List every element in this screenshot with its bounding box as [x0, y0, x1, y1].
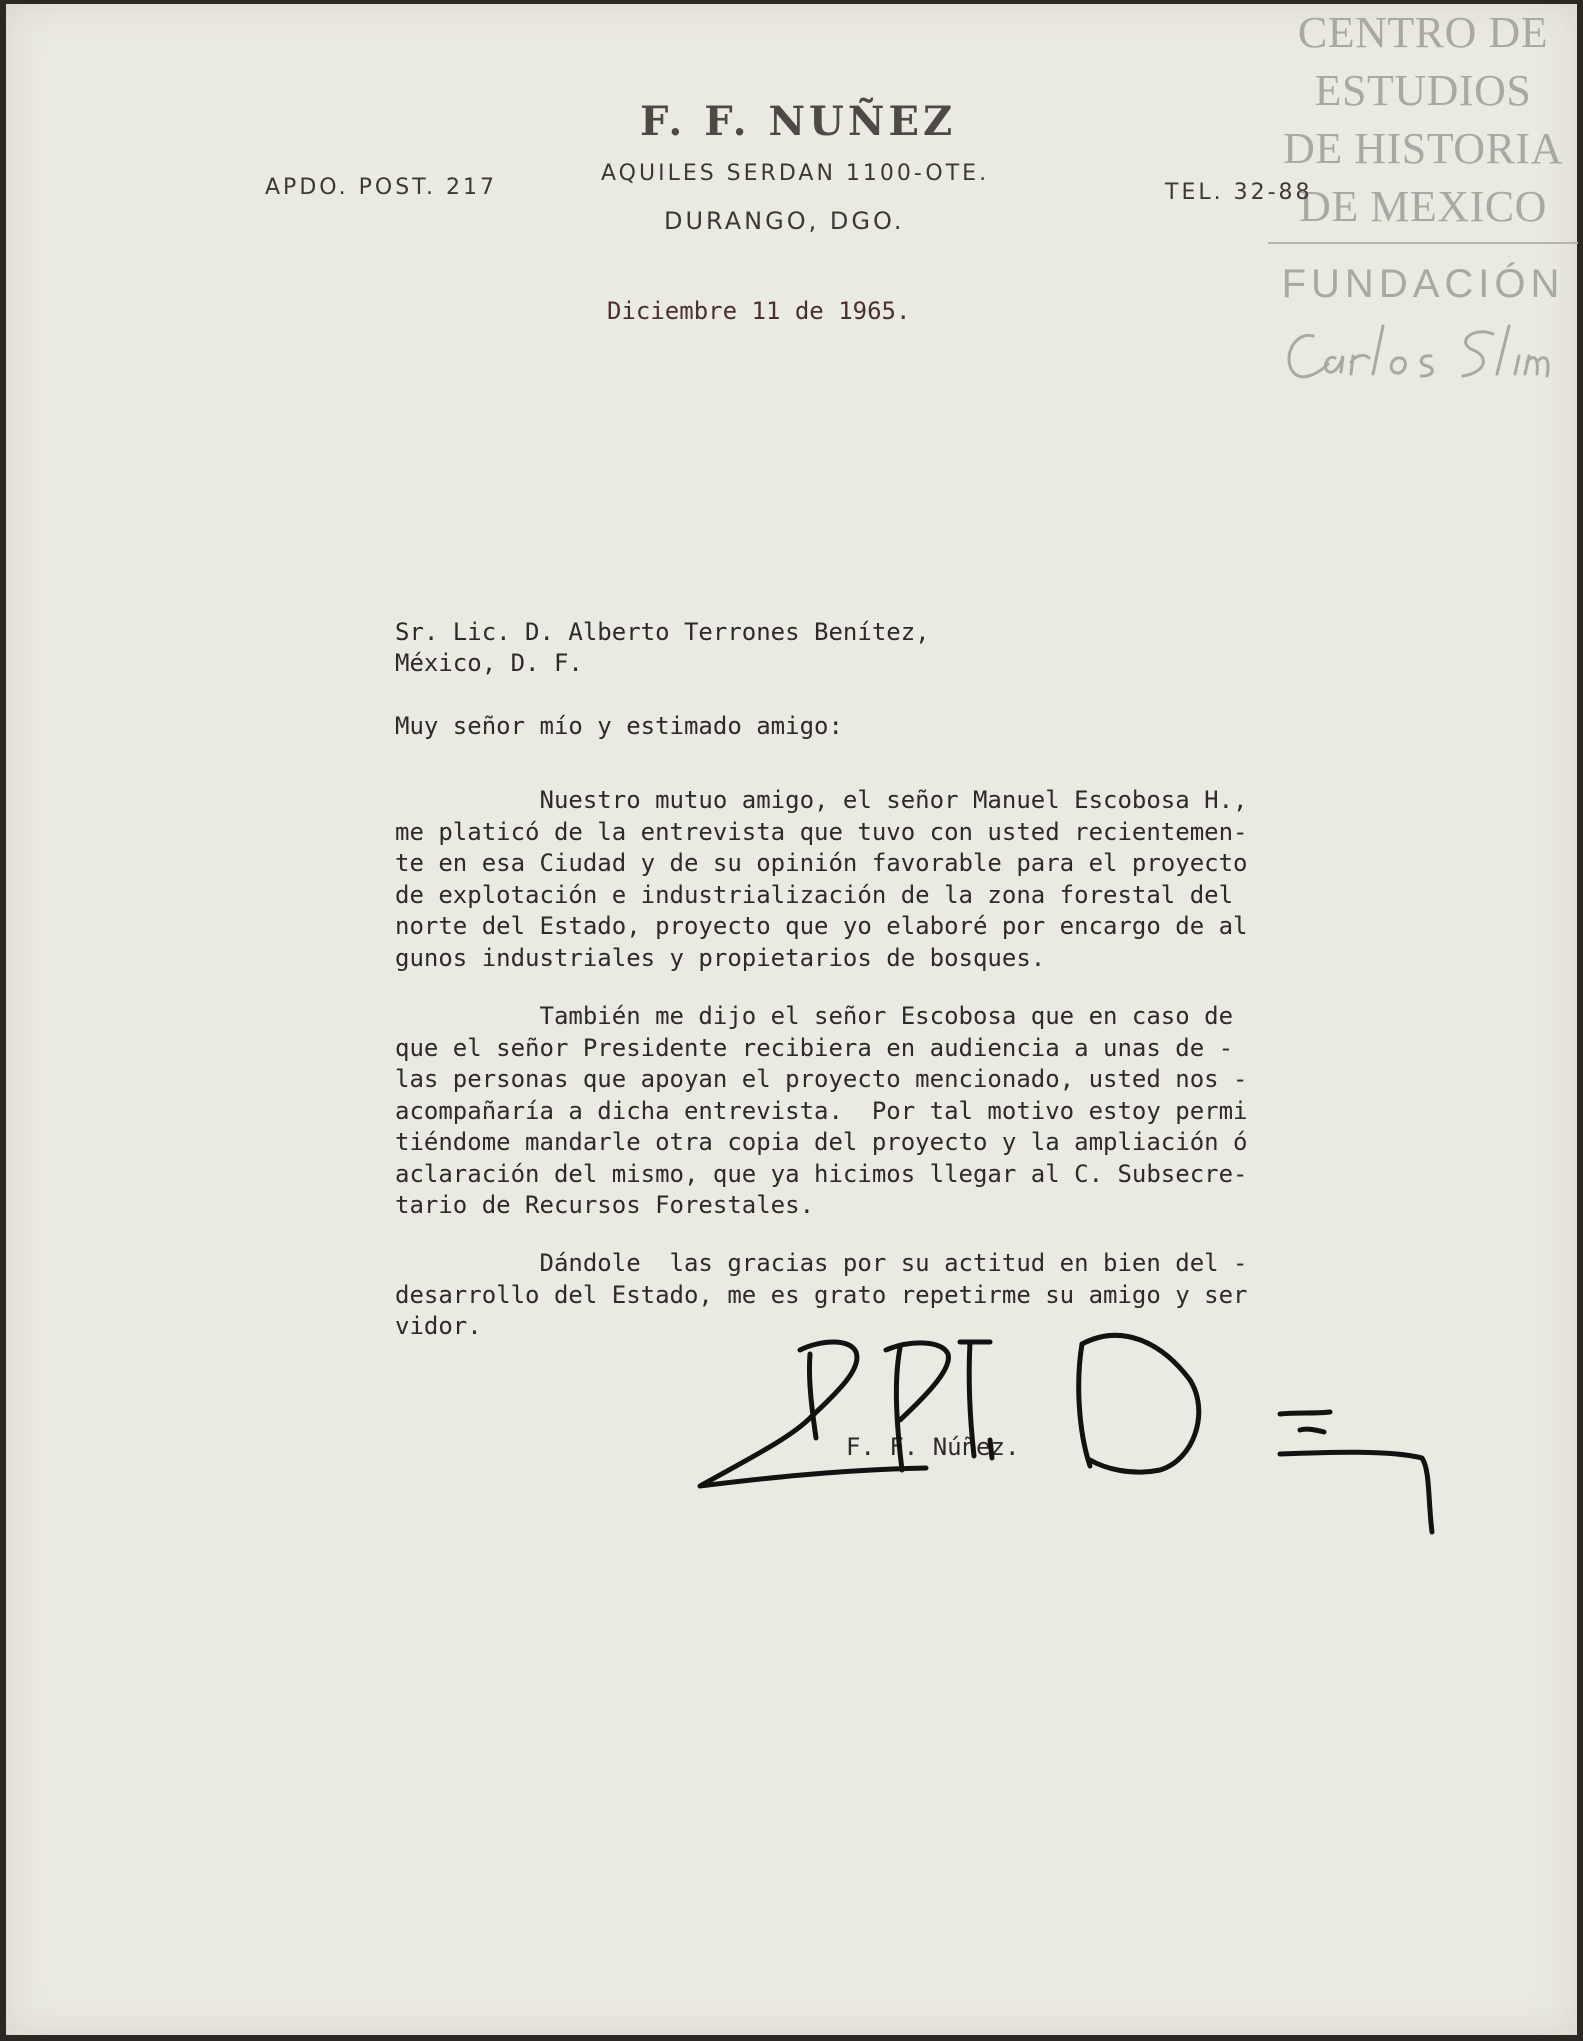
- watermark-foundation: FUNDACIÓN: [1281, 262, 1565, 306]
- watermark-line-3: DE HISTORIA: [1283, 124, 1563, 173]
- body-paragraph-2: También me dijo el señor Escobosa que en caso de que el señor Presidente recibiera en audiencia a unas de - las personas que apoyan el proyecto mencionado, usted nos - acompañaría a dicha entrevista. Por tal motivo estoy permi tiéndome mandarle otra copia del proyecto y la ampliación ó aclaración del mismo, que ya hicimos llegar al C. Subsecre- tario de Recursos Forestales.: [395, 1002, 1248, 1219]
- watermark-signature-icon: [1273, 316, 1573, 396]
- body-paragraph-1: Nuestro mutuo amigo, el señor Manuel Escobosa H., me platicó de la entrevista que tuvo con usted recientemen- te en esa Ciudad y de su opinión favorable para el proyecto de explotación e industrialización de la zona forestal del norte del Estado, proyecto que yo elaboré por encargo de al gunos industriales y propietarios de bosques.: [395, 786, 1248, 972]
- letter-date: Diciembre 11 de 1965.: [607, 297, 911, 325]
- body-paragraph-3: Dándole las gracias por su actitud en bien del - desarrollo del Estado, me es grato repetirme su amigo y ser vidor.: [395, 1249, 1248, 1340]
- typed-signature-name: F. F. Núñez.: [846, 1433, 1020, 1461]
- watermark-line-4: DE MEXICO: [1299, 182, 1547, 231]
- letterhead-po-box: APDO. POST. 217: [265, 175, 498, 200]
- salutation: Muy señor mío y estimado amigo:: [395, 712, 843, 740]
- letterhead-city: DURANGO, DGO.: [664, 207, 905, 235]
- letterhead-phone: TEL. 32-88: [1165, 180, 1313, 205]
- watermark-line-2: ESTUDIOS: [1314, 66, 1532, 115]
- handwritten-signature-icon: [690, 1320, 1450, 1560]
- watermark-line-1: CENTRO DE: [1297, 8, 1549, 57]
- letterhead-street: AQUILES SERDAN 1100-OTE.: [601, 161, 990, 186]
- letterhead-name: F. F. NUÑEZ: [640, 98, 957, 145]
- watermark-divider: [1268, 242, 1578, 244]
- recipient-name: Sr. Lic. D. Alberto Terrones Benítez,: [395, 618, 930, 646]
- archive-watermark: [1268, 4, 1578, 396]
- recipient-location: México, D. F.: [395, 649, 583, 677]
